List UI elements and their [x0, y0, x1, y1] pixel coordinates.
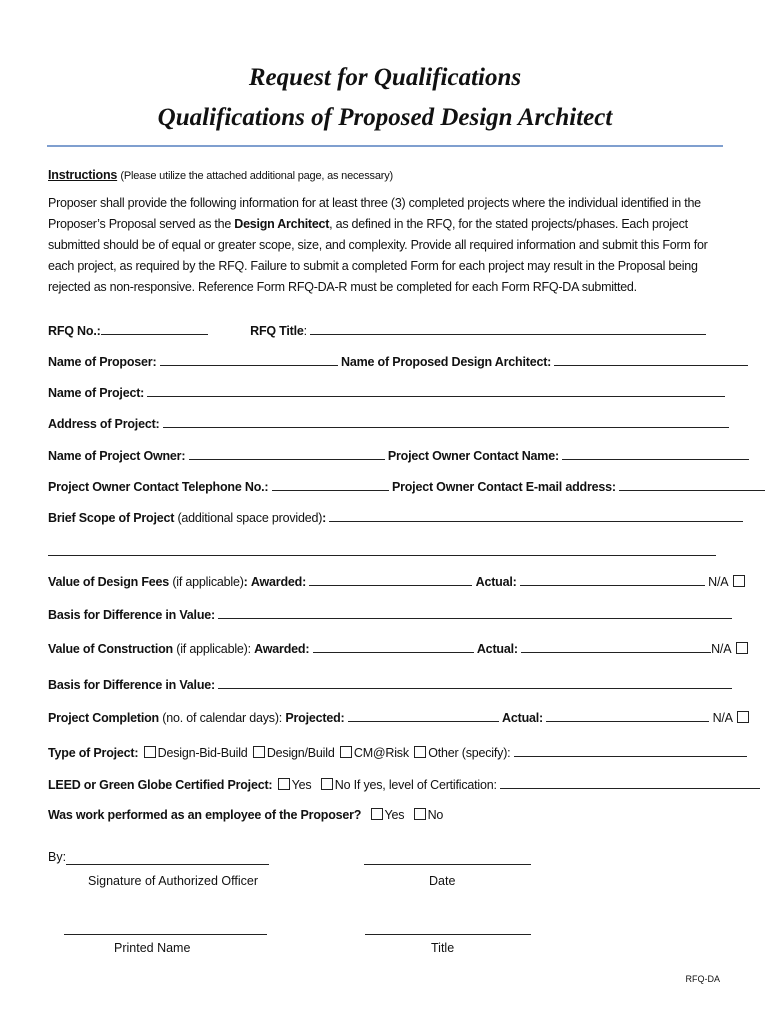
date-caption: Date: [429, 874, 456, 888]
type-other-label: Other (specify):: [428, 746, 511, 760]
construction-na-checkbox[interactable]: [736, 642, 748, 654]
architect-field[interactable]: [554, 354, 748, 366]
construction-row: Value of Construction (if applicable): Awarded: Actual: N/A: [48, 641, 750, 656]
completion-note: (no. of calendar days):: [162, 711, 283, 725]
employee-yes-checkbox[interactable]: [371, 808, 383, 820]
type-cmr-checkbox[interactable]: [340, 746, 352, 758]
owner-email-label: Project Owner Contact E-mail address:: [391, 480, 616, 494]
design-fees-label: Value of Design Fees: [48, 575, 170, 589]
type-other-field[interactable]: [514, 745, 747, 757]
basis-label-2: Basis for Difference in Value:: [48, 678, 215, 692]
rfq-no-label: RFQ No.:: [48, 324, 101, 338]
architect-label: Name of Proposed Design Architect:: [341, 355, 552, 369]
date-line[interactable]: [364, 864, 531, 865]
form-subtitle: Qualifications of Proposed Design Architect: [157, 104, 613, 131]
completion-projected-label: Projected:: [285, 711, 345, 725]
owner-row: [48, 448, 749, 463]
type-cmr-label: CM@Risk: [353, 746, 409, 760]
type-other-checkbox[interactable]: [414, 746, 426, 758]
construction-awarded-label: Awarded:: [254, 642, 310, 656]
employee-no-checkbox[interactable]: [414, 808, 426, 820]
form-title: Request for Qualifications: [248, 64, 522, 91]
leed-label: LEED or Green Globe Certified Project:: [48, 778, 273, 792]
leed-level-label: If yes, level of Certification:: [353, 778, 497, 792]
employee-no-label: No: [427, 808, 444, 822]
printed-name-line[interactable]: [64, 934, 267, 935]
leed-no-label: No: [334, 778, 351, 792]
scope-note: (additional space provided): [177, 511, 323, 525]
employee-label: Was work performed as an employee of the Proposer?: [48, 808, 362, 822]
type-db-checkbox[interactable]: [253, 746, 265, 758]
completion-label: Project Completion: [48, 711, 159, 725]
instructions-note: (Please utilize the attached additional page, as necessary): [120, 170, 393, 182]
owner-phone-field[interactable]: [272, 479, 389, 491]
completion-row: [48, 710, 751, 725]
type-row: [48, 745, 747, 760]
scope-extra-row: [48, 544, 716, 559]
project-name-label: Name of Project:: [48, 386, 145, 400]
instructions-text-1: Proposer shall provide the following information for at least three (3) completed projects where the individual identified in the Proposer’s Proposal served as the: [48, 196, 701, 231]
completion-actual-field[interactable]: [546, 710, 709, 722]
instructions-bold: Design Architect: [234, 217, 330, 231]
employee-yes-label: Yes: [384, 808, 405, 822]
by-label: By:: [48, 850, 67, 864]
instructions-text-2: , as defined in the RFQ, for the stated projects/phases. Each project submitted should be of equal or greater scope, size, and complexity. Provide all required information and submit this Form for each project, as required by the RFQ. Failure to submit a completed Form for each project may result in the Proposal being rejected as non-responsive. Reference Form RFQ-DA-R must be completed for each Form RFQ-DA submitted.: [48, 217, 708, 294]
rfq-no-field[interactable]: [101, 323, 208, 335]
owner-field[interactable]: [189, 448, 385, 460]
scope-extra-field[interactable]: [48, 544, 716, 556]
owner-contact-label: Project Owner Contact Name:: [387, 449, 559, 463]
owner-phone-label: Project Owner Contact Telephone No.:: [48, 480, 269, 494]
construction-actual-label: Actual:: [476, 642, 518, 656]
design-fees-row: Value of Design Fees (if applicable): Awarded: Actual: N/A: [48, 574, 747, 589]
type-label: Type of Project:: [48, 746, 139, 760]
project-address-row: [48, 416, 729, 431]
title-divider: [47, 145, 723, 147]
leed-yes-label: Yes: [291, 778, 312, 792]
construction-awarded-field[interactable]: [313, 641, 474, 653]
title-caption: Title: [431, 941, 455, 955]
project-name-row: [48, 385, 725, 400]
project-address-field[interactable]: [163, 416, 729, 428]
scope-label: Brief Scope of Project: [48, 511, 175, 525]
design-fees-awarded-label: Awarded:: [250, 575, 307, 589]
title-line[interactable]: [365, 934, 531, 935]
leed-yes-checkbox[interactable]: [278, 778, 290, 790]
form-code: RFQ-DA: [685, 974, 720, 984]
design-fees-actual-field[interactable]: [520, 574, 705, 586]
signature-line[interactable]: [66, 864, 269, 865]
scope-field[interactable]: [329, 510, 743, 522]
design-fees-awarded-field[interactable]: [309, 574, 472, 586]
design-fees-na-checkbox[interactable]: [733, 575, 745, 587]
rfq-row: RFQ No.: RFQ Title:: [48, 323, 706, 338]
basis-row-1: [48, 607, 732, 622]
proposer-field[interactable]: [160, 354, 338, 366]
rfq-title-label: RFQ Title: [250, 324, 304, 338]
completion-projected-field[interactable]: [348, 710, 499, 722]
rfq-title-field[interactable]: [310, 323, 706, 335]
design-fees-note: (if applicable): [172, 575, 244, 589]
completion-actual-label: Actual:: [502, 711, 544, 725]
construction-note: (if applicable): [176, 642, 248, 656]
instructions-label: Instructions: [48, 168, 118, 182]
design-fees-actual-label: Actual:: [475, 575, 517, 589]
owner-phone-row: [48, 479, 765, 494]
printed-name-caption: Printed Name: [114, 941, 191, 955]
owner-email-field[interactable]: [619, 479, 765, 491]
type-db-label: Design/Build: [266, 746, 335, 760]
employee-row: [48, 808, 443, 822]
project-address-label: Address of Project:: [48, 417, 160, 431]
proposer-label: Name of Proposer:: [48, 355, 157, 369]
leed-row: [48, 777, 760, 792]
basis-row-2: [48, 677, 732, 692]
project-name-field[interactable]: [147, 385, 725, 397]
type-dbb-checkbox[interactable]: [144, 746, 156, 758]
proposer-row: [48, 354, 748, 369]
instructions-paragraph: [48, 193, 723, 298]
completion-na-checkbox[interactable]: [737, 711, 749, 723]
completion-na-label: N/A: [712, 711, 733, 725]
scope-row: Brief Scope of Project (additional space provided):: [48, 510, 743, 525]
basis-label-1: Basis for Difference in Value:: [48, 608, 215, 622]
type-dbb-label: Design-Bid-Build: [157, 746, 248, 760]
instructions-heading: [48, 168, 393, 182]
owner-label: Name of Project Owner:: [48, 449, 186, 463]
signature-caption: Signature of Authorized Officer: [88, 874, 259, 888]
design-fees-na-label: N/A: [708, 575, 728, 589]
owner-contact-field[interactable]: [562, 448, 749, 460]
construction-label: Value of Construction: [48, 642, 173, 656]
basis-field-2[interactable]: [218, 677, 732, 689]
leed-level-field[interactable]: [500, 777, 760, 789]
construction-actual-field[interactable]: [521, 641, 711, 653]
basis-field-1[interactable]: [218, 607, 732, 619]
leed-no-checkbox[interactable]: [321, 778, 333, 790]
construction-na-label: N/A: [711, 642, 731, 656]
